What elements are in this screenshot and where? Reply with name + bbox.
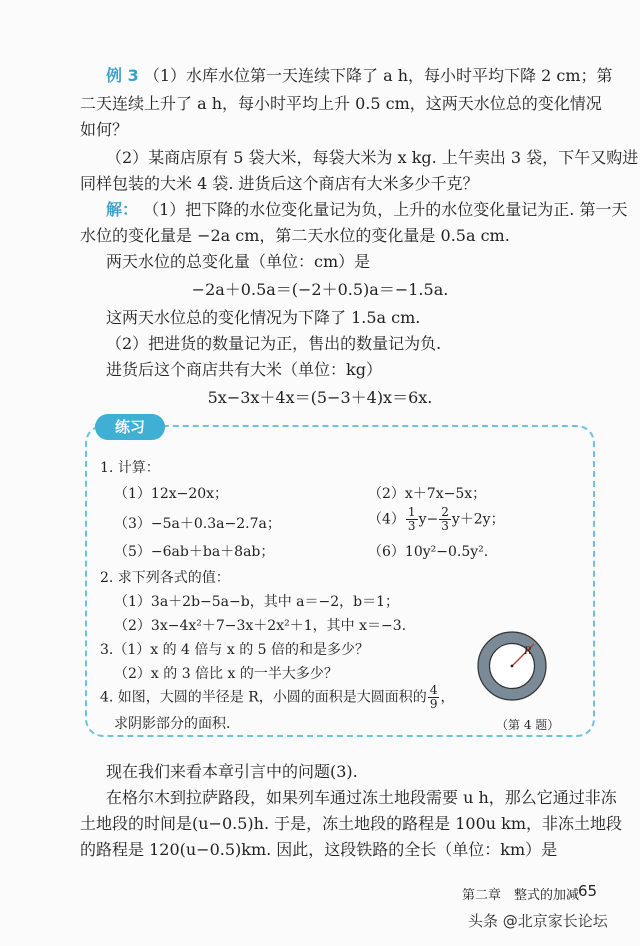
practice-q2-item-2: （2）3x−4x²＋7−3x＋2x²＋1，其中 x＝−3. [114,618,407,634]
center-point [511,665,514,668]
solution-1-text: （1）把下降的水位变化量记为负，上升的水位变化量记为正. 第一天 [143,200,628,219]
fraction-denominator: 3 [407,519,416,533]
fraction-denominator: 9 [429,697,438,711]
practice-q3-line-2: （2）x 的 3 倍比 x 的一半大多少？ [114,666,338,682]
practice-q1-item-6: （6）10y²−0.5y². [368,544,489,560]
item-4-mid: y− [418,511,439,528]
solution-line-1 [106,200,627,220]
example-question-1-line-2: 二天连续上升了 a h，每小时平均上升 0.5 cm，这两天水位总的变化情况 [80,94,602,113]
solution-line-4: 这两天水位总的变化情况为下降了 1.5a cm. [106,308,421,327]
example-question-2-line-2: 同样包装的大米 4 袋. 进货后这个商店有大米多少千克？ [80,174,479,193]
radius-label: R [524,646,532,657]
solution-2-line-2: 进货后这个商店共有大米（单位：kg） [106,360,382,379]
figure-caption: （第 4 题） [496,718,560,732]
text-after-line-3: 土地段的时间是(u−0.5)h. 于是，冻土地段的路程是 100u km，非冻土地段 [80,814,623,833]
footer-chapter-title: 第二章 整式的加减 [462,888,580,903]
page-number: 65 [578,882,598,900]
text-after-line-1: 现在我们来看本章引言中的问题(3). [106,762,358,781]
solution-label: 解： [106,200,139,219]
practice-q1-item-5: （5）−6ab＋ba＋8ab； [114,544,275,560]
practice-q1-title: 1. 计算： [100,460,160,476]
fraction-numerator: 2 [441,505,449,519]
practice-q1-item-4 [368,506,505,533]
item-4-suffix: y＋2y； [451,511,505,528]
q4-prefix: 4. 如图，大圆的半径是 R，小圆的面积是大圆面积的 [100,689,427,706]
solution-equation-2: 5x−3x＋4x＝(5−3＋4)x＝6x. [207,388,433,407]
text-after-line-4: 的路程是 120(u−0.5)km. 因此，这段铁路的全长（单位：km）是 [80,840,558,859]
practice-tab: 练习 [95,414,165,440]
q4-suffix: ， [440,689,455,706]
text-after-line-2: 在格尔木到拉萨路段，如果列车通过冻土地段需要 u h，那么它通过非冻 [106,788,617,807]
ring-figure [474,628,550,704]
practice-q1-item-1: （1）12x−20x； [114,486,229,502]
example-question-2-line-1: （2）某商店原有 5 袋大米，每袋大米为 x kg. 上午卖出 3 袋，下午又购进 [106,148,639,167]
fraction-denominator: 3 [441,519,449,533]
practice-q1-item-3: （3）−5a＋0.3a−2.7a； [114,516,281,532]
solution-line-2: 水位的变化量是 −2a cm，第二天水位的变化量是 0.5a cm. [80,226,510,245]
fraction-two-thirds [439,506,451,533]
fraction-one-third [406,506,418,533]
practice-q3-line-1: 3.（1）x 的 4 倍与 x 的 5 倍的和是多少？ [100,642,370,658]
solution-equation-1: −2a＋0.5a＝(−2＋0.5)a＝−1.5a. [191,280,449,299]
fraction-numerator: 4 [429,683,438,697]
example-question-1-line-3: 如何？ [80,120,129,139]
practice-q2-item-1: （1）3a＋2b−5a−b，其中 a＝−2，b＝1； [114,594,400,610]
item-4-prefix: （4） [368,511,405,528]
example-label: 例 3 [106,66,139,85]
example-question-1-line-1 [106,66,613,86]
practice-q1-item-2: （2）x＋7x−5x； [368,486,487,502]
practice-q4-line-2: 求阴影部分的面积. [114,716,231,732]
practice-q4-line-1 [100,684,454,711]
solution-2-line-1: （2）把进货的数量记为正，售出的数量记为负. [106,334,442,353]
practice-q2-title: 2. 求下列各式的值： [100,570,230,586]
fraction-numerator: 1 [407,505,416,519]
watermark-text: 头条 @北京家长论坛 [468,912,608,930]
fraction-four-ninths [428,684,440,711]
solution-line-3: 两天水位的总变化量（单位：cm）是 [106,252,371,271]
example-q1-text: （1）水库水位第一天连续下降了 a h，每小时平均下降 2 cm；第 [143,66,613,85]
